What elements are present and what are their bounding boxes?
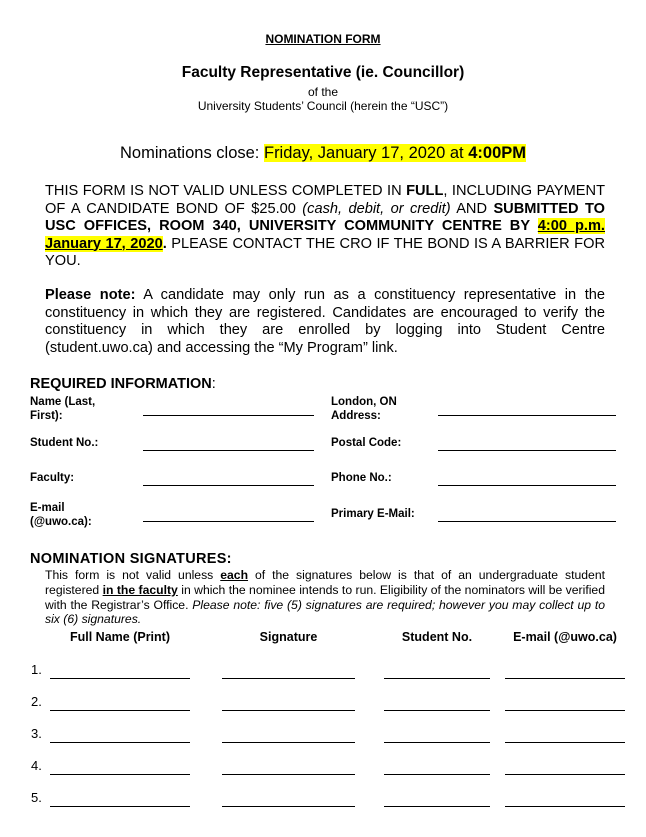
row-2-signature-field[interactable] <box>222 710 355 711</box>
signatures-heading: NOMINATION SIGNATURES: <box>30 551 232 567</box>
col-email: E-mail (@uwo.ca) <box>513 630 617 644</box>
row-4-signature-field[interactable] <box>222 774 355 775</box>
form-title: NOMINATION FORM <box>265 32 381 46</box>
phone-label: Phone No.: <box>331 472 392 484</box>
row-number: 1. <box>31 662 42 677</box>
row-4-student-no-field[interactable] <box>384 774 490 775</box>
notice-period: . <box>162 235 167 252</box>
deadline-time: 4:00PM <box>468 144 526 162</box>
sig-notice-italic: Please note: five (5) signatures are required; however you may collect up to six (6) signatures. <box>45 597 605 627</box>
row-3-email-field[interactable] <box>505 742 625 743</box>
email-field[interactable] <box>143 521 314 522</box>
sig-notice-faculty: in the faculty <box>102 582 178 597</box>
row-number: 2. <box>31 694 42 709</box>
col-full-name: Full Name (Print) <box>69 630 170 644</box>
row-1-email-field[interactable] <box>505 678 625 679</box>
row-2-email-field[interactable] <box>505 710 625 711</box>
email-label: E-mail (@uwo.ca): <box>30 502 92 528</box>
notice-text: PLEASE CONTACT THE CRO IF THE BOND IS A BARRIER FOR YOU. <box>45 235 605 269</box>
deadline-date-text: Friday, January 17, 2020 at <box>263 144 469 162</box>
please-note-text: A candidate may only run as a constituency representative in the constituency in which they are registered. Candidates are encouraged to verify the constituency in which they are enrolled by logging into Student Centre (student.uwo.ca) and accessing the “My Program” link. <box>45 287 605 356</box>
notice-text: AND <box>450 200 494 217</box>
row-5-email-field[interactable] <box>505 806 625 807</box>
deadline-date <box>264 144 526 162</box>
row-number: 4. <box>31 758 42 773</box>
primary-email-field[interactable] <box>438 521 616 522</box>
faculty-label: Faculty: <box>30 472 75 484</box>
please-note-label: Please note: <box>45 287 136 303</box>
address-label: London, ON Address: <box>331 396 397 422</box>
sig-notice-text: of the signatures below is that of an undergraduate student registered <box>45 568 605 597</box>
required-info-heading <box>30 376 216 392</box>
row-1-full-name-field[interactable] <box>50 678 190 679</box>
deadline-label: Nominations close: <box>119 144 260 162</box>
name-field[interactable] <box>143 415 314 416</box>
row-number: 3. <box>31 726 42 741</box>
sig-notice-text: in which the nominee intends to run. Eligibility of the nominators will be verified with the Registrar’s Office. <box>45 582 605 612</box>
notice-text: , INCLUDING PAYMENT OF A CANDIDATE BOND OF $25.00 <box>45 183 605 217</box>
deadline-line <box>0 144 646 163</box>
row-4-email-field[interactable] <box>505 774 625 775</box>
row-2-full-name-field[interactable] <box>50 710 190 711</box>
row-1-signature-field[interactable] <box>222 678 355 679</box>
payment-methods: (cash, debit, or credit) <box>302 200 451 217</box>
heading-colon: : <box>211 376 216 392</box>
primary-email-label: Primary E-Mail: <box>331 508 415 520</box>
row-5-signature-field[interactable] <box>222 806 355 807</box>
address-field[interactable] <box>438 415 616 416</box>
sig-notice-text: This form is not valid unless <box>45 568 221 582</box>
student-no-label: Student No.: <box>30 437 99 449</box>
postal-code-label: Postal Code: <box>331 437 402 449</box>
row-3-student-no-field[interactable] <box>384 742 490 743</box>
validity-notice <box>45 183 605 271</box>
row-4-full-name-field[interactable] <box>50 774 190 775</box>
required-heading-text: REQUIRED INFORMATION <box>30 376 212 392</box>
council-line: University Students’ Council (herein the “USC”) <box>197 99 449 113</box>
row-5-full-name-field[interactable] <box>50 806 190 807</box>
student-no-field[interactable] <box>143 450 314 451</box>
col-signature: Signature <box>259 630 318 644</box>
row-1-student-no-field[interactable] <box>384 678 490 679</box>
faculty-field[interactable] <box>143 485 314 486</box>
row-5-student-no-field[interactable] <box>384 806 490 807</box>
row-3-signature-field[interactable] <box>222 742 355 743</box>
postal-code-field[interactable] <box>438 450 616 451</box>
phone-field[interactable] <box>438 485 616 486</box>
signatures-notice <box>45 568 605 627</box>
sig-notice-each: each <box>220 568 249 582</box>
name-label: Name (Last, First): <box>30 396 96 422</box>
submission-location: SUBMITTED TO USC OFFICES, ROOM 340, UNIVERSITY COMMUNITY CENTRE BY <box>45 200 605 234</box>
col-student-no: Student No. <box>401 630 473 644</box>
submission-deadline: 4:00 p.m. January 17, 2020 <box>45 218 605 252</box>
please-note <box>45 287 605 357</box>
row-2-student-no-field[interactable] <box>384 710 490 711</box>
position-title: Faculty Representative (ie. Councillor) <box>181 64 465 81</box>
notice-text: THIS FORM IS NOT VALID UNLESS COMPLETED IN <box>45 183 407 199</box>
notice-full: FULL <box>406 183 444 199</box>
of-line: of the <box>307 85 339 99</box>
row-number: 5. <box>31 790 42 805</box>
row-3-full-name-field[interactable] <box>50 742 190 743</box>
